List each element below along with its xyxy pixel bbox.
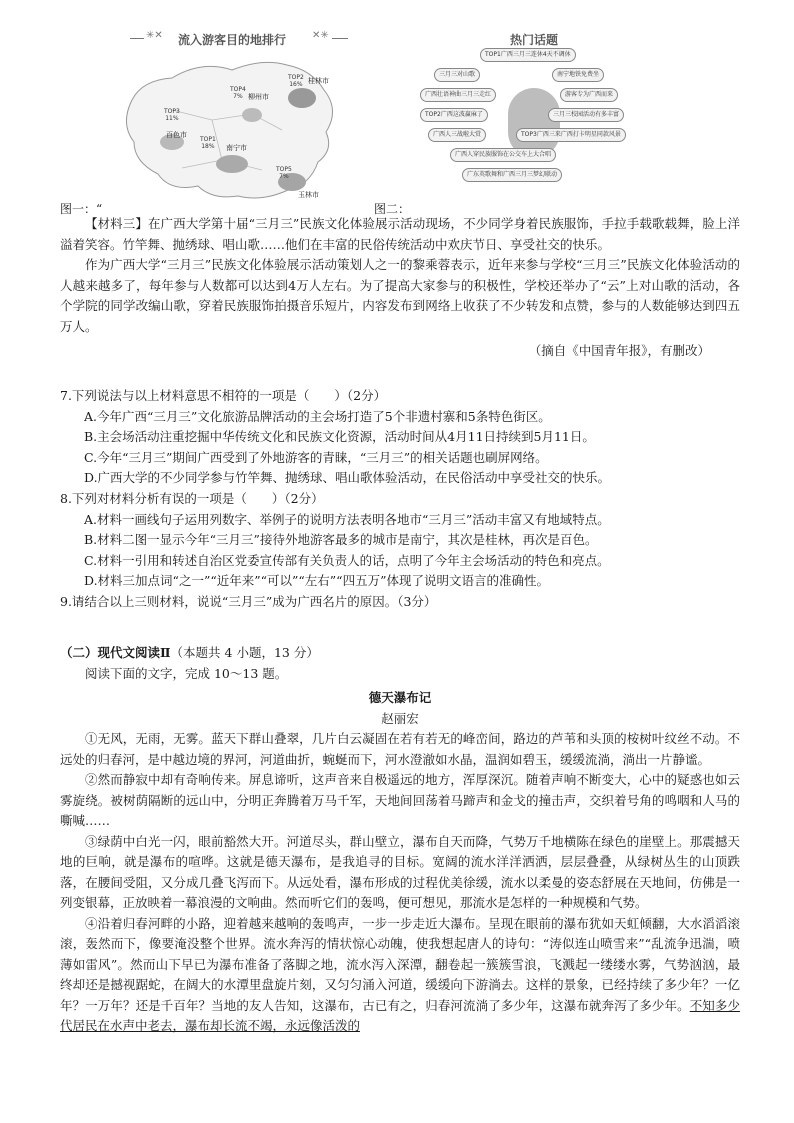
article-paragraph-text: ④沿着归春河畔的小路，迎着越来越响的轰鸣声，一步一步走近大瀑布。呈现在眼前的瀑布犹如天虹倾翻，大水滔滔滚滚，轰然而下，像要淹没整个世界。流水奔泻的情状惊心动魄，使我想起唐人的诗句：“涛似连山喷雪来”“乱流争迅湍，喷薄如雷风”。然而山下早已为瀑布准备了落脚之地，流水泻入深潭，翻卷起一簇簇雪浪，飞溅起一缕缕水雾，气势汹汹，最终却还是撼视踞蛇，在阔大的水潭里盘旋片刻，又匀匀涌入河道，缓缓向下游淌去。这样的景象，已经持续了多少年？一亿年？一万年？还是千百年？当地的友人告知，这瀑布，古已有之，归春河流淌了多少年，这瀑布就奔泻了多少年。 [60, 915, 740, 1013]
material3-source: （摘自《中国青年报》，有删改） [528, 343, 710, 358]
section2 [60, 643, 740, 1037]
question-stem: 9.请结合以上三则材料，说说“三月三”成为广西名片的原因。（3分） [60, 594, 437, 609]
badge-rank: TOP4 [230, 86, 246, 93]
badge-pct: 18% [201, 143, 215, 150]
question-option: C.材料一引用和转述自治区党委宣传部有关负责人的话，点明了今年主会场活动的特色和亮点。 [84, 552, 610, 568]
topic-pill: 广东英歌舞和广西三月三梦幻联动 [462, 168, 562, 182]
topic-pill: 三月三校园活动有多丰富 [548, 108, 624, 122]
decor-star-icon: ✳✕ [146, 30, 163, 41]
decor-line [130, 38, 144, 39]
question-8 [60, 489, 740, 592]
question-option: D.广西大学的不少同学参与竹竿舞、抛绣球、唱山歌体验活动，在民俗活动中享受社交的快乐。 [84, 470, 611, 485]
question-7 [60, 386, 740, 489]
article-paragraph: ③绿荫中白光一闪，眼前豁然大开。河道尽头，群山壁立，瀑布自天而降，气势万千地横陈在绿色的崖壁上。那震撼天地的巨响，就是瀑布的喧哗。这就是德天瀑布，是我追寻的目标。宽阔的流水洋洋洒洒，层层叠叠，从绿树丛生的山顶跌落，在腰间受阻，又分成几叠飞泻而下。从远处看，瀑布形成的过程优美徐缓，流水以柔曼的姿态舒展在天地间，仿佛是一列变银幕，正放映着一幕浪漫的文响曲。然而听它们的轰鸣，便可想见，那流水是怎样的一种规模和气势。 [60, 833, 740, 910]
topic-pill: 广西壮语神曲三月三走红 [420, 88, 496, 102]
badge-pct: 16% [289, 81, 303, 88]
topic-pill: TOP3广西三来广西打卡明星同款风景 [516, 128, 626, 142]
decor-star-icon: ✕✳ [312, 30, 329, 41]
badge-rank: TOP5 [276, 166, 292, 173]
badge-pct: 7% [279, 173, 289, 180]
rank-badge-top1 [200, 136, 216, 150]
question-option: D.材料三加点词“之一”“近年来”“可以”“左右”“四五万”体现了说明文语言的准确性。 [84, 573, 549, 588]
section-instruction: 阅读下面的文字，完成 10～13 题。 [85, 665, 288, 681]
rank-badge-top2 [288, 74, 304, 88]
figure2-title: 热门话题 [510, 33, 559, 47]
underlined-sentence: 不知多少代居民在水声中老去，瀑布却长流不竭，永远像活泼的 [60, 997, 740, 1033]
question-9 [60, 592, 740, 613]
section-heading: （二）现代文阅读Ⅱ [60, 645, 171, 660]
article-author: 赵丽宏 [381, 710, 419, 726]
rank-badge-top3 [164, 108, 180, 122]
city-label: 柳州市 [248, 93, 269, 101]
rank-badge-top5 [276, 166, 292, 180]
guangxi-map [112, 50, 344, 206]
badge-pct: 11% [165, 115, 179, 122]
topic-pill: 游客专为广西而来 [560, 88, 618, 102]
figure1-title: 流入游客目的地排行 [178, 33, 287, 47]
decor-line [332, 38, 348, 39]
topic-pill: 南宁地铁免费坐 [552, 68, 604, 82]
material3-paragraph: 作为广西大学“三月三”民族文化体验展示活动策划人之一的黎乘蓉表示，近年来参与学校“三月三”民族文化体验活动的人越来越多了，每年参与人数都可以达到4万人左右。为了提高大家参与的积极性，学校还举办了“云”上对山歌的活动，各个学院的同学改编山歌，穿着民族服饰拍摄音乐短片，内容发布到网络上收获了不少转发和点赞，参与的人数能够达到四五万人。 [60, 257, 740, 334]
material3-block [60, 214, 740, 362]
city-label: 百色市 [166, 131, 187, 139]
topic-pill: TOP1广西三月三连休4天不调休 [480, 48, 576, 62]
article-title: 德天瀑布记 [368, 690, 432, 705]
question-option: A.今年广西“三月三”文化旅游品牌活动的主会场打造了5个非遗村寨和5条特色街区。 [84, 408, 551, 424]
article-paragraph [60, 914, 740, 1037]
badge-rank: TOP3 [164, 108, 180, 115]
material3-paragraph: 【材料三】在广西大学第十届“三月三”民族文化体验展示活动现场，不少同学身着民族服饰，手拉手载歌载舞，脸上洋溢着笑容。竹竿舞、抛绣球、唱山歌……他们在丰富的民俗传统活动中欢庆节日、享受社交的快乐。 [60, 216, 740, 252]
map-shape [112, 50, 344, 206]
city-label: 桂林市 [308, 77, 329, 85]
question-option: B.材料二图一显示今年“三月三”接待外地游客最多的城市是南宁，其次是桂林，再次是百色。 [84, 532, 598, 547]
rank-badge-top4 [230, 86, 246, 100]
hot-topics-graphic [420, 48, 650, 218]
question-stem: 8.下列对材料分析有误的一项是（ ）（2分） [60, 491, 324, 506]
topic-pill: 广西人穿民族服饰在公交车上大合唱 [450, 148, 556, 162]
topic-pill: 广西人三战啦大赏 [428, 128, 486, 142]
question-option: A.材料一画线句子运用列数字、举例子的说明方法表明各地市“三月三”活动丰富又有地域特点。 [84, 511, 610, 527]
city-label: 玉林市 [298, 191, 319, 199]
section-heading-note: （本题共 4 小题，13 分） [170, 645, 319, 660]
figure2-label: 图二： [374, 202, 411, 216]
badge-pct: 7% [233, 93, 243, 100]
city-label: 南宁市 [226, 144, 247, 152]
question-option: C.今年“三月三”期间广西受到了外地游客的青睐，“三月三”的相关话题也刷屏网络。 [84, 449, 548, 465]
topic-pill: 三月三对山歌 [434, 68, 480, 82]
topic-pill: TOP2广西这波赢麻了 [420, 108, 488, 122]
article-paragraph: ①无风，无雨，无雾。蓝天下群山叠翠，几片白云凝固在若有若无的峰峦间，路边的芦苇和头顶的桉树叶纹丝不动。不远处的归春河，是中越边境的界河，河道曲折，蜿蜒而下，河水澄澈如水晶，温润如碧玉，缓缓流淌，淌出一片静谧。 [60, 731, 740, 767]
question-option: B.主会场活动注重挖掘中华传统文化和民族文化资源，活动时间从4月11日持续到5月11日。 [84, 429, 595, 444]
article-paragraph: ②然而静寂中却有奇响传来。屏息谛听，这声音来自极遥远的地方，浑厚深沉。随着声响不断变大，心中的疑惑也如云雾旋绕。被树荫隔断的远山中，分明正奔腾着万马千军，天地间回荡着马蹄声和金戈的撞击声，交织着号角的鸣咽和人马的嘶喊…… [60, 772, 740, 828]
badge-rank: TOP1 [200, 136, 216, 143]
figure1-label: 图一：“ [60, 202, 103, 216]
question-stem: 7.下列说法与以上材料意思不相符的一项是（ ）（2分） [60, 388, 387, 403]
badge-rank: TOP2 [288, 74, 304, 81]
